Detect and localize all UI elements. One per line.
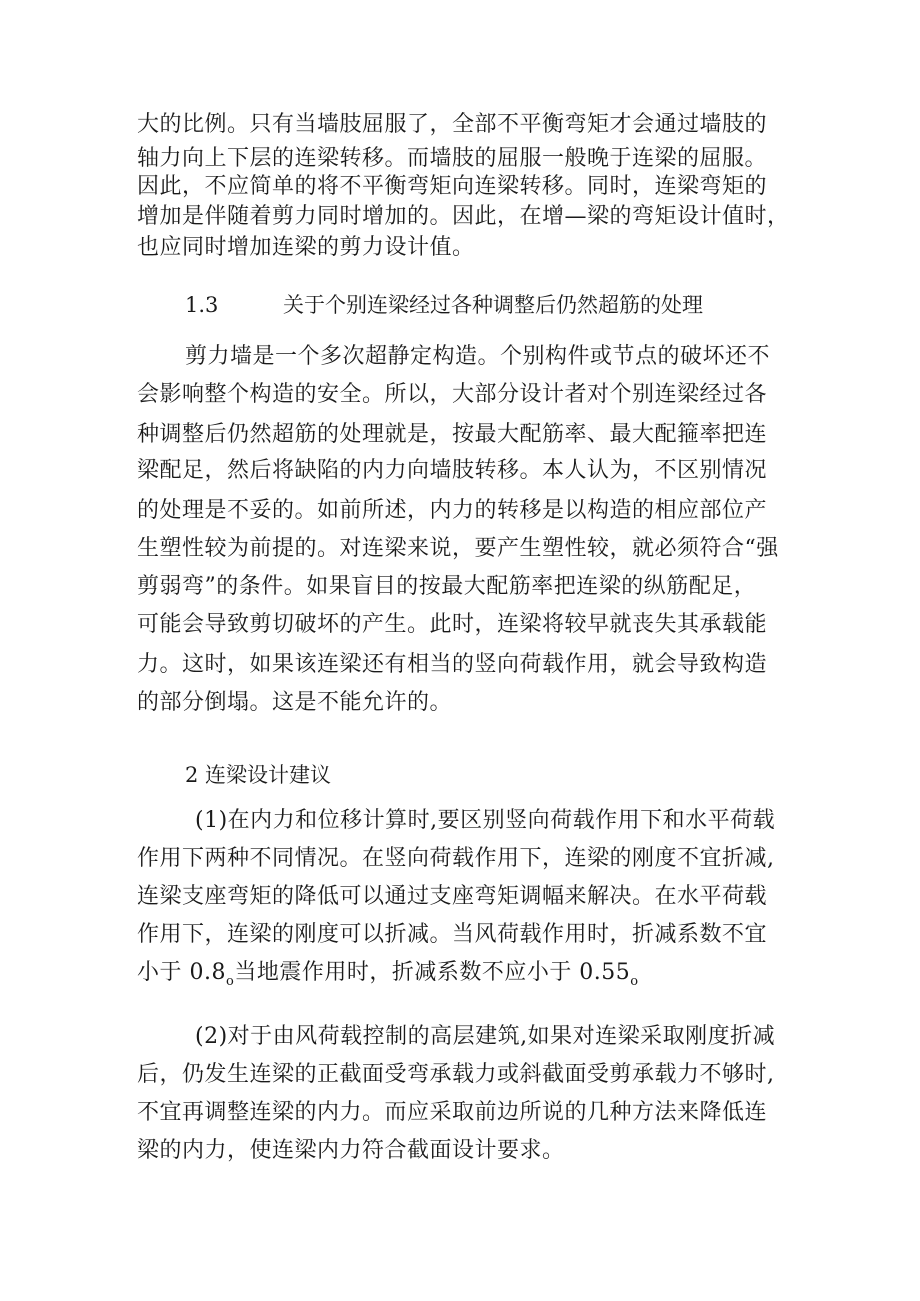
text-line: 大的比例。只有当墙肢屈服了，全部不平衡弯矩才会通过墙肢的 <box>137 112 768 137</box>
subscript: o <box>630 974 639 989</box>
text-line: 会影响整个构造的安全。所以，大部分设计者对个别连梁经过各 <box>137 382 768 407</box>
section-number: 1.3 <box>185 293 219 317</box>
text-line: 剪力墙是一个多次超静定构造。个别构件或节点的破坏还不 <box>185 344 771 369</box>
text-line: 生塑性较为前提的。对连梁来说，要产生塑性较，就必须符合“强 <box>137 536 779 561</box>
text-line: 增加是伴随着剪力同时增加的。因此，在增—梁的弯矩设计值时， <box>137 204 790 229</box>
text-run: 当地震作用时，折减系数不应小于 0.55 <box>234 960 631 985</box>
text-line-with-subscripts <box>137 960 639 989</box>
text-line: 因此，不应简单的将不平衡弯矩向连梁转移。同时，连梁弯矩的 <box>137 174 768 199</box>
text-line: 不宜再调整连梁的内力。而应采取前边所说的几种方法来降低连 <box>137 1100 768 1125</box>
text-line: 种调整后仍然超筋的处理就是，按最大配筋率、最大配箍率把连 <box>137 422 768 447</box>
text-line: 可能会导致剪切破坏的产生。此时，连梁将较早就丧失其承载能 <box>137 612 768 637</box>
text-line: 也应同时增加连梁的剪力设计值。 <box>137 235 475 260</box>
text-run: 小于 0.8 <box>137 960 226 985</box>
text-line: (1)在内力和位移计算时,要区别竖向荷载作用下和水平荷载 <box>195 808 776 833</box>
text-line: 力。这时，如果该连梁还有相当的竖向荷载作用，就会导致构造 <box>137 652 768 677</box>
text-line: 剪弱弯”的条件。如果盲目的按最大配筋率把连梁的纵筋配足， <box>137 574 757 599</box>
text-line: 的处理是不妥的。如前所述，内力的转移是以构造的相应部位产 <box>137 498 768 523</box>
section-title: 关于个别连梁经过各种调整后仍然超筋的处理 <box>283 293 703 317</box>
subscript: o <box>225 974 235 989</box>
text-line: 的部分倒塌。这是不能允许的。 <box>137 690 453 715</box>
section-heading: 2 连梁设计建议 <box>185 763 332 787</box>
text-line: 梁配足，然后将缺陷的内力向墙肢转移。本人认为，不区别情况 <box>137 458 768 483</box>
text-line: 梁的内力，使连梁内力符合截面设计要求。 <box>137 1138 565 1163</box>
text-line: 作用下两种不同情况。在竖向荷载作用下，连梁的刚度不宜折减, <box>137 846 775 871</box>
text-line: 作用下，连梁的刚度可以折减。当风荷载作用时，折减系数不宜 <box>137 922 768 947</box>
text-line: 后，仍发生连梁的正截面受弯承载力或斜截面受剪承载力不够时, <box>137 1062 775 1087</box>
text-line: 连梁支座弯矩的降低可以通过支座弯矩调幅来解决。在水平荷载 <box>137 884 768 909</box>
text-line: (2)对于由风荷载控制的高层建筑,如果对连梁采取刚度折减 <box>195 1024 776 1049</box>
text-line: 轴力向上下层的连梁转移。而墙肢的屈服一般晚于连梁的屈服。 <box>137 146 768 171</box>
